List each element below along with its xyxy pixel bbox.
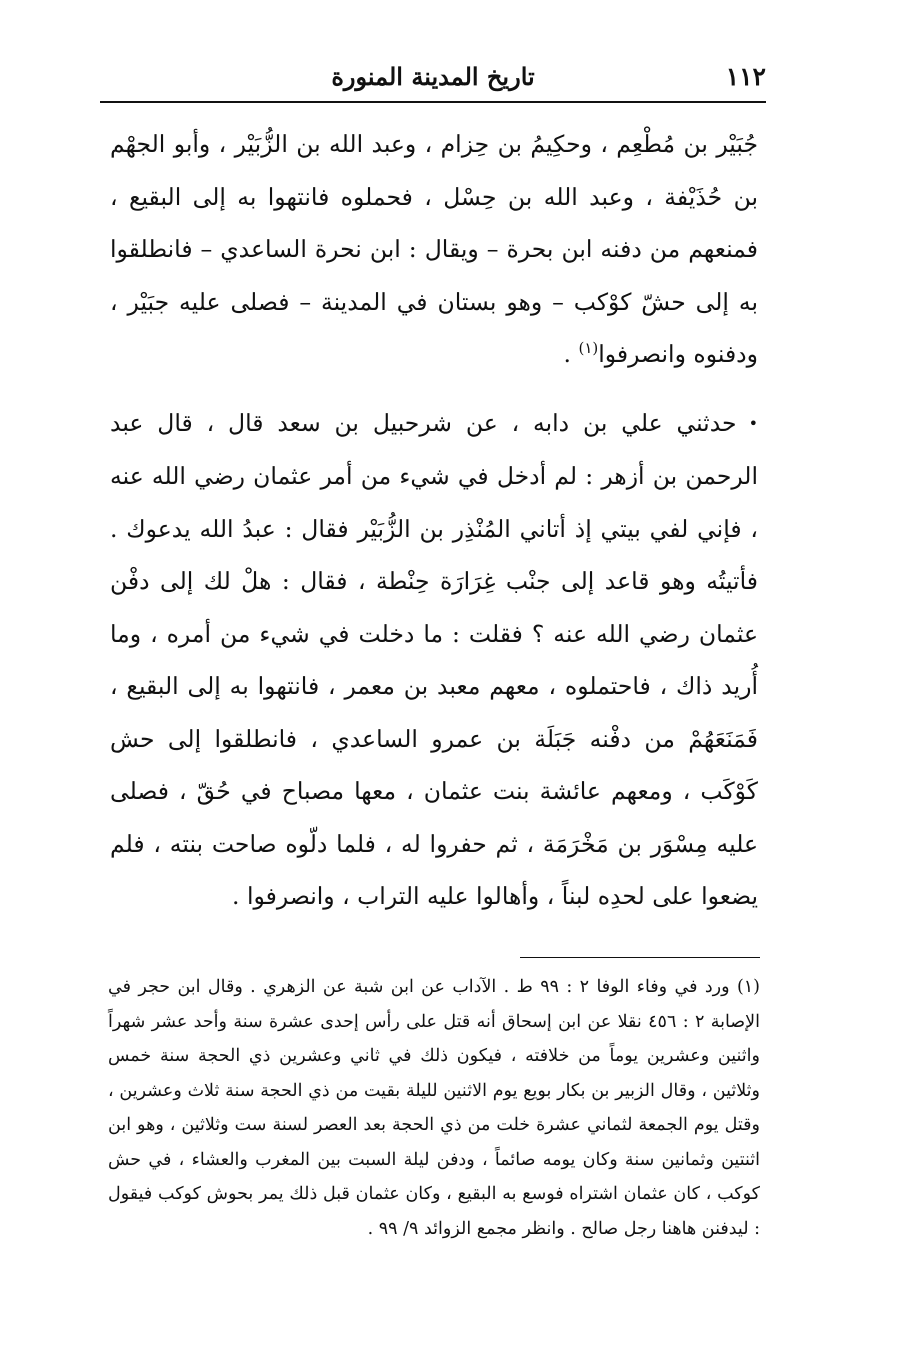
- footnote: [108, 970, 760, 1246]
- footnote-marker: (١): [736, 977, 760, 997]
- page-number: ١١٢: [725, 62, 766, 91]
- paragraph-text: جُبَيْر بن مُطْعِم ، وحكِيمُ بن حِزام ، وعبد الله بن الزُّبَيْر ، وأبو الجهْم بن حُذَيْفة ، وعبد الله بن حِسْل ، فحملوه فانتهوا به إلى البقيع ، فمنعهم من دفنه ابن بحرة – ويقال : ابن نحرة الساعدي – فانطلقوا به إلى حشّ كوْكب – وهو بستان في المدينة – فصلى عليه جبَيْر ، ودفنوه وانصرفوا: [110, 130, 758, 368]
- footnote-divider: [520, 957, 760, 958]
- paragraph-end: .: [563, 340, 579, 368]
- paragraph-text: حدثني علي بن دابه ، عن شرحبيل بن سعد قال ، قال عبد الرحمن بن أزهر : لم أدخل في شيء من أمر عثمان رضي الله عنه ، فإني لفي بيتي إذ أتاني المُنْذِر بن الزُّبَيْر فقال : عبدُ الله يدعوك . فأتيتُه وهو قاعد إلى جنْب غِرَارَة حِنْطة ، فقال : هلْ لك إلى دفْن عثمان رضي الله عنه ؟ فقلت : ما دخلت في شيء من أمره ، وما أُريد ذاك ، فاحتملوه ، معهم معبد بن معمر ، فانتهوا به إلى البقيع ، فَمَنَعَهُمْ من دفْنه جَبَلَة بن عمرو الساعدي ، فانطلقوا إلى حش كَوْكَب ، ومعهم عائشة بنت عثمان ، معها مصباح في حُقّ ، فصلى عليه مِسْوَر بن مَخْرَمَة ، ثم حفروا له ، فلما دلّوه صاحت بنته ، فلم يضعوا على لحدِه لبناً ، وأهالوا عليه التراب ، وانصرفوا .: [110, 408, 758, 911]
- paragraph: [110, 118, 758, 381]
- footnote-text: ورد في وفاء الوفا ٢ : ٩٩ ط . الآداب عن ابن شبة عن الزهري . وقال ابن حجر في الإصابة ٢ : ٤٥٦ نقلا عن ابن إسحاق أنه قتل على رأس إحدى عشرة سنة وأحد عشر شهراً واثنين وعشرين يوماً من خلافته ، فيكون ذلك في ثاني وعشرين ذي الحجة سنة خمس وثلاثين ، وقال الزبير بن بكار بويع يوم الاثنين لليلة بقيت من ذي الحجة سنة ثلاث وعشرين ، وقتل يوم الجمعة لثماني عشرة خلت من ذي الحجة بعد العصر لسنة ست وثلاثين ، وهو ابن اثنتين وثمانين سنة وكان يومه صائماً ، ودفن ليلة السبت بين المغرب والعشاء ، في حش كوكب ، كان عثمان اشتراه فوسع به البقيع ، وكان عثمان قبل ذلك يمر بحوش كوكب فيقول : ليدفنن هاهنا رجل صالح . وانظر مجمع الزوائد ٩/ ٩٩ .: [108, 977, 760, 1239]
- bullet-marker: •: [748, 413, 758, 433]
- running-title: تاريخ المدينة المنورة: [331, 62, 535, 91]
- header-rule: [100, 101, 766, 103]
- page-header: [100, 52, 766, 100]
- footnotes: [108, 970, 760, 1246]
- footnote-reference: (١): [578, 339, 599, 358]
- main-text: [110, 118, 758, 923]
- paragraph: [110, 397, 758, 923]
